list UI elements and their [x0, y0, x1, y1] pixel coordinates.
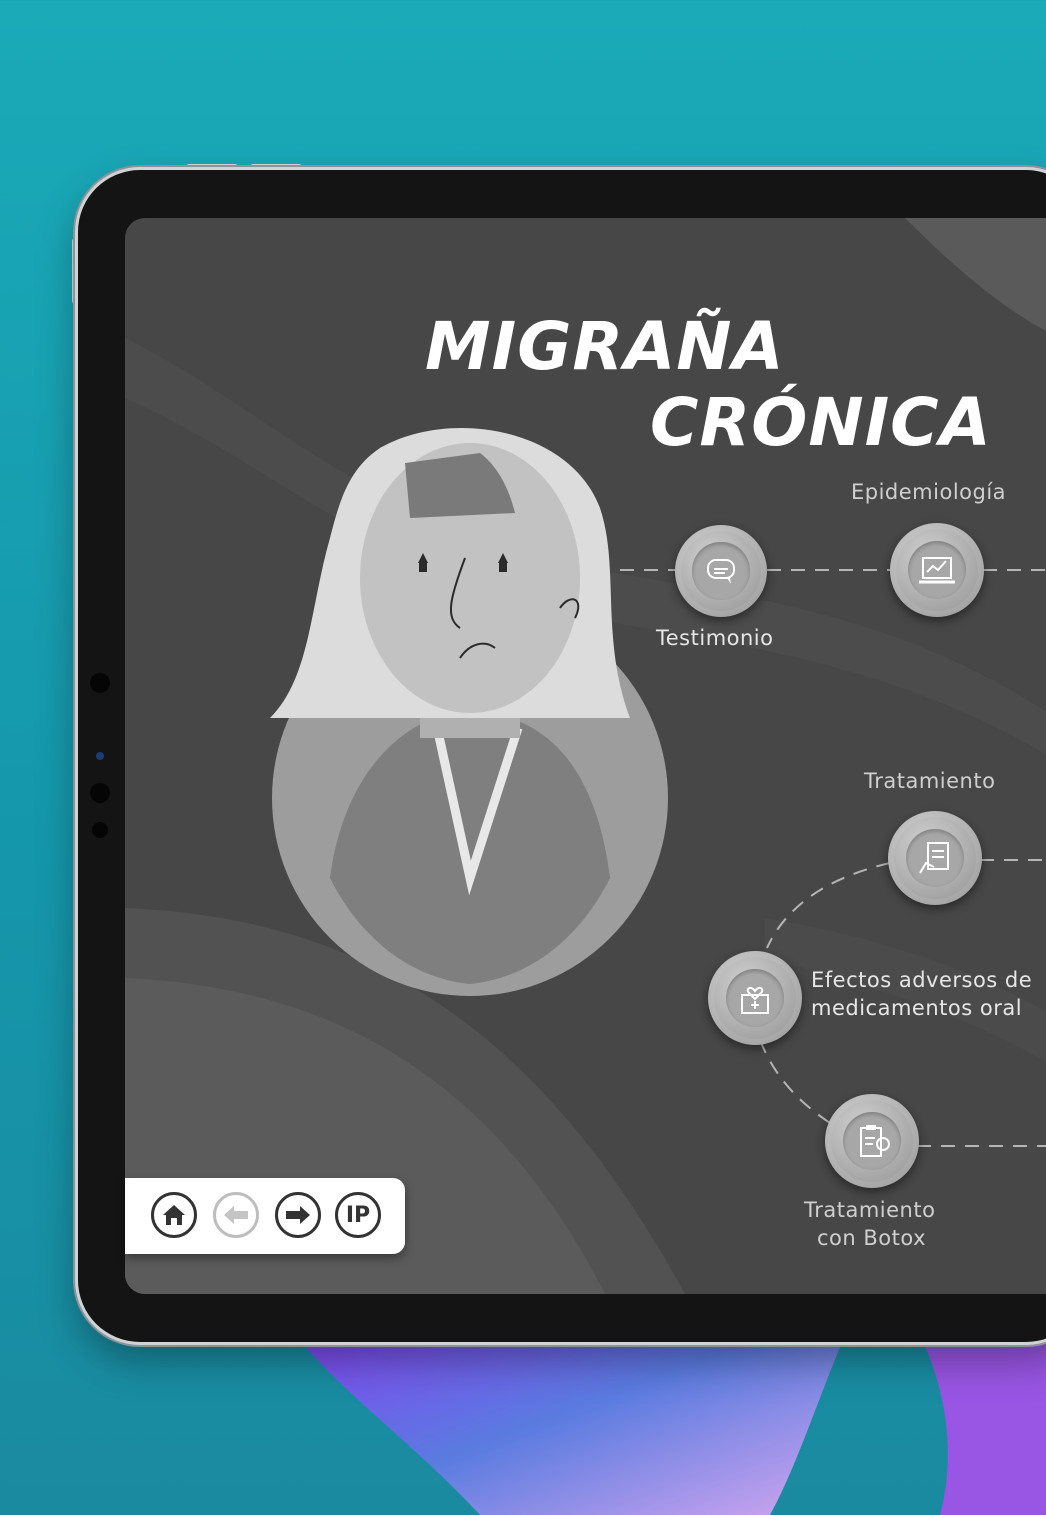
label-epidemiologia[interactable]: Epidemiología [851, 480, 1007, 504]
clipboard-heart-icon [843, 1112, 901, 1170]
label-botox-line-1[interactable]: Tratamiento [804, 1198, 936, 1222]
node-epidemiologia[interactable] [890, 523, 984, 617]
arrow-right-icon [284, 1204, 312, 1226]
home-icon [161, 1203, 187, 1227]
back-button[interactable] [213, 1192, 259, 1238]
label-efectos-line-2[interactable]: medicamentos oral [811, 996, 1023, 1020]
ip-label: IP [345, 1202, 371, 1228]
label-tratamiento[interactable]: Tratamiento [864, 769, 996, 793]
label-efectos-line-1[interactable]: Efectos adversos de [811, 968, 1033, 992]
title-line-2: CRÓNICA [650, 384, 992, 461]
laptop-chart-icon [908, 541, 966, 599]
arrow-left-icon [222, 1204, 250, 1226]
node-tratamiento[interactable] [888, 811, 982, 905]
camera-dot [96, 752, 104, 760]
home-button[interactable] [151, 1192, 197, 1238]
speech-bubble-quote-icon [692, 542, 749, 599]
camera-dot [90, 673, 110, 693]
navigation-bar [125, 1178, 405, 1254]
camera-dot [92, 822, 108, 838]
label-testimonio[interactable]: Testimonio [656, 626, 774, 650]
medical-kit-heart-icon [726, 969, 784, 1027]
woman-illustration [270, 418, 670, 998]
app-screen [125, 218, 1046, 1294]
ip-button[interactable] [335, 1192, 381, 1238]
label-botox-line-2[interactable]: con Botox [817, 1226, 926, 1250]
camera-dot [90, 783, 110, 803]
prescription-hand-icon [906, 829, 964, 887]
node-tratamiento-botox[interactable] [825, 1094, 919, 1188]
node-testimonio[interactable] [675, 525, 767, 617]
forward-button[interactable] [275, 1192, 321, 1238]
title-line-1: MIGRAÑA [425, 308, 785, 385]
node-efectos-adversos[interactable] [708, 951, 802, 1045]
